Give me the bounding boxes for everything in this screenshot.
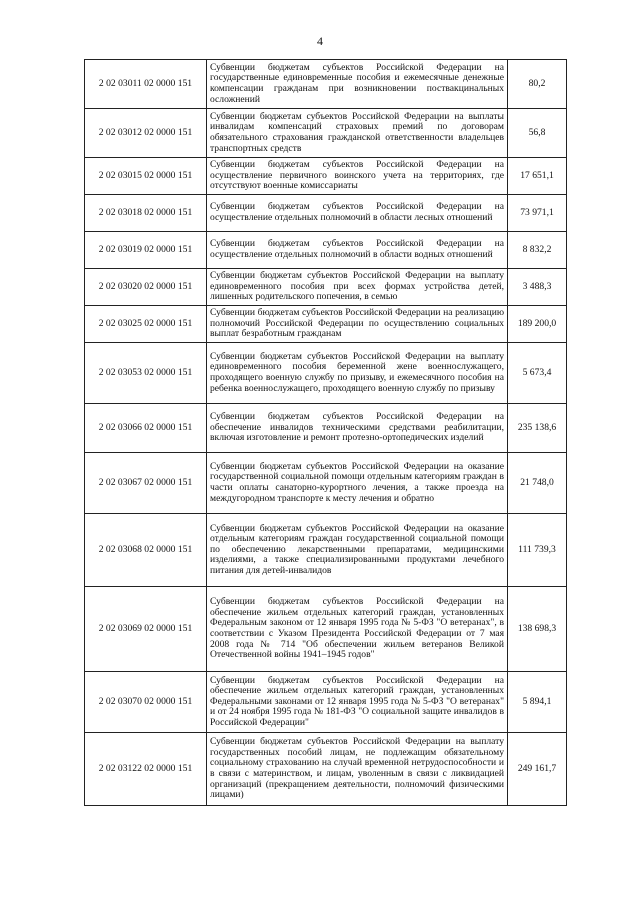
table-row — [85, 60, 567, 109]
table-row — [85, 232, 567, 269]
table-row — [85, 343, 567, 404]
amount: 5 894,1 — [508, 672, 567, 733]
amount: 189 200,0 — [508, 306, 567, 343]
budget-table-body — [85, 60, 567, 806]
subvention-description: Субвенции бюджетам субъектов Российской Федерации на обеспечение инвалидов техническими средствами реабилитации, включая изготовление и ремонт протезно-ортопедических изделий — [207, 404, 508, 453]
table-row — [85, 672, 567, 733]
subvention-description: Субвенции бюджетам субъектов Российской Федерации на обеспечение жильем отдельных категорий граждан, установленных Федеральным законом от 12 января 1995 года № 5-ФЗ "О ветеранах", в соответствии с Указом Президента Российской Федерации от 7 мая 2008 года № 714 "Об обеспечении жильем ветеранов Великой Отечественной войны 1941–1945 годов" — [207, 587, 508, 672]
subvention-description: Субвенции бюджетам субъектов Российской Федерации на оказание государственной социальной помощи отдельным категориям граждан в части оплаты санаторно-курортного лечения, а также проезда на междугородном транспорте к месту лечения и обратно — [207, 453, 508, 514]
table-row — [85, 587, 567, 672]
amount: 5 673,4 — [508, 343, 567, 404]
subvention-description: Субвенции бюджетам субъектов Российской Федерации на выплату государственных пособий лицам, не подлежащим обязательному социальному страхованию на случай временной нетрудоспособности и в связи с материнством, и лицам, уволенным в связи с ликвидацией организаций (прекращением деятельности, полномочий физическими лицами) — [207, 733, 508, 806]
table-row — [85, 306, 567, 343]
subvention-description: Субвенции бюджетам субъектов Российской Федерации на обеспечение жильем отдельных категорий граждан, установленных Федеральными законами от 12 января 1995 года № 5-ФЗ "О ветеранах" и от 24 ноября 1995 года № 181-ФЗ "О социальной защите инвалидов в Российской Федерации" — [207, 672, 508, 733]
table-row — [85, 733, 567, 806]
subvention-description: Субвенции бюджетам субъектов Российской Федерации на выплату единовременного пособия при всех формах устройства детей, лишенных родительского попечения, в семью — [207, 269, 508, 306]
amount: 80,2 — [508, 60, 567, 109]
amount: 8 832,2 — [508, 232, 567, 269]
table-row — [85, 404, 567, 453]
subvention-description: Субвенции бюджетам субъектов Российской Федерации на осуществление отдельных полномочий в области лесных отношений — [207, 195, 508, 232]
budget-code: 2 02 03020 02 0000 151 — [85, 269, 207, 306]
subvention-description: Субвенции бюджетам субъектов Российской Федерации на оказание отдельным категориям граждан государственной социальной помощи по обеспечению лекарственными препаратами, медицинскими изделиями, а также специализированными продуктами лечебного питания для детей-инвалидов — [207, 514, 508, 587]
subvention-description: Субвенции бюджетам субъектов Российской Федерации на реализацию полномочий Российской Федерации по осуществлению социальных выплат безработным гражданам — [207, 306, 508, 343]
table-row — [85, 453, 567, 514]
budget-code: 2 02 03019 02 0000 151 — [85, 232, 207, 269]
budget-code: 2 02 03069 02 0000 151 — [85, 587, 207, 672]
budget-code: 2 02 03053 02 0000 151 — [85, 343, 207, 404]
amount: 17 651,1 — [508, 158, 567, 195]
table-row — [85, 158, 567, 195]
subvention-description: Субвенции бюджетам субъектов Российской Федерации на государственные единовременные пособия и ежемесячные денежные компенсации гражданам при возникновении поствакцинальных осложнений — [207, 60, 508, 109]
budget-code: 2 02 03066 02 0000 151 — [85, 404, 207, 453]
table-row — [85, 269, 567, 306]
amount: 235 138,6 — [508, 404, 567, 453]
amount: 21 748,0 — [508, 453, 567, 514]
amount: 3 488,3 — [508, 269, 567, 306]
subvention-description: Субвенции бюджетам субъектов Российской Федерации на выплаты инвалидам компенсаций страховых премий по договорам обязательного страхования гражданской ответственности владельцев транспортных средств — [207, 109, 508, 158]
budget-table — [84, 59, 567, 806]
budget-code: 2 02 03025 02 0000 151 — [85, 306, 207, 343]
amount: 111 739,3 — [508, 514, 567, 587]
budget-code: 2 02 03122 02 0000 151 — [85, 733, 207, 806]
amount: 56,8 — [508, 109, 567, 158]
budget-code: 2 02 03012 02 0000 151 — [85, 109, 207, 158]
amount: 73 971,1 — [508, 195, 567, 232]
budget-code: 2 02 03067 02 0000 151 — [85, 453, 207, 514]
table-row — [85, 195, 567, 232]
table-row — [85, 109, 567, 158]
page-number: 4 — [317, 34, 323, 48]
subvention-description: Субвенции бюджетам субъектов Российской Федерации на выплату единовременного пособия беременной жене военнослужащего, проходящего военную службу по призыву, и ежемесячного пособия на ребенка военнослужащего, проходящего военную службу по призыву — [207, 343, 508, 404]
budget-code: 2 02 03011 02 0000 151 — [85, 60, 207, 109]
amount: 138 698,3 — [508, 587, 567, 672]
subvention-description: Субвенции бюджетам субъектов Российской Федерации на осуществление первичного воинского учета на территориях, где отсутствуют военные комиссариаты — [207, 158, 508, 195]
subvention-description: Субвенции бюджетам субъектов Российской Федерации на осуществление отдельных полномочий в области водных отношений — [207, 232, 508, 269]
budget-code: 2 02 03068 02 0000 151 — [85, 514, 207, 587]
table-row — [85, 514, 567, 587]
budget-code: 2 02 03015 02 0000 151 — [85, 158, 207, 195]
budget-code: 2 02 03070 02 0000 151 — [85, 672, 207, 733]
amount: 249 161,7 — [508, 733, 567, 806]
budget-code: 2 02 03018 02 0000 151 — [85, 195, 207, 232]
